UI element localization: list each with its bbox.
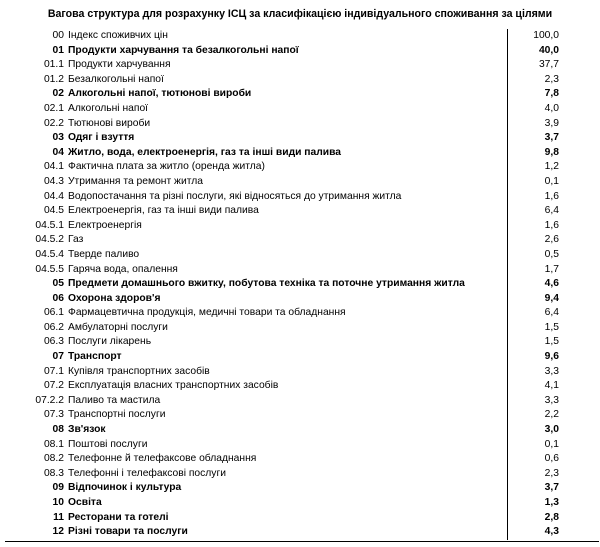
row-name: Транспортні послуги (68, 409, 166, 421)
row-name: Тверде паливо (68, 248, 140, 260)
table-row (5, 335, 599, 350)
row-code: 00 (52, 30, 64, 41)
row-value: 37,7 (538, 59, 559, 71)
row-code: 04.5.5 (35, 263, 64, 275)
row-code: 07.1 (43, 365, 64, 377)
row-code: 08 (52, 424, 64, 436)
row-name: Предмети домашнього вжитку, побутова техніка та поточне утримання житла (68, 278, 465, 290)
row-name: Амбулаторні послуги (68, 321, 168, 333)
row-code: 02.1 (43, 102, 64, 114)
row-value: 6,4 (544, 205, 559, 217)
row-code: 06 (52, 292, 64, 304)
row-name: Експлуатація власних транспортних засобів (68, 380, 279, 392)
table-row (5, 321, 599, 336)
row-code: 04.5 (43, 205, 64, 217)
row-value: 1,6 (544, 219, 559, 231)
bottom-rule (5, 541, 599, 542)
row-value: 1,5 (544, 321, 559, 333)
row-code: 09 (52, 482, 64, 494)
row-name: Транспорт (68, 351, 122, 363)
row-value: 3,3 (544, 365, 559, 377)
row-name: Освіта (68, 497, 102, 508)
table-row (5, 306, 599, 321)
row-name: Поштові послуги (68, 438, 148, 450)
row-code: 06.1 (43, 307, 64, 319)
table-row (5, 467, 599, 482)
row-code: 04.1 (43, 161, 64, 173)
table-row (5, 292, 599, 307)
table-row (5, 379, 599, 394)
table-row (5, 175, 599, 190)
table-row (5, 131, 599, 146)
row-name: Гаряча вода, опалення (68, 263, 178, 275)
row-code: 01 (52, 44, 64, 56)
row-value: 3,7 (544, 132, 559, 144)
row-name: Безалкогольні напої (68, 73, 164, 85)
row-name: Фармацевтична продукція, медичні товари та обладнання (68, 307, 346, 319)
table-row (5, 263, 599, 278)
row-name: Алкогольні напої (68, 102, 149, 114)
row-name: Одяг і взуття (68, 132, 135, 144)
row-name: Послуги лікарень (68, 336, 152, 348)
row-code: 06.2 (43, 321, 64, 333)
row-name: Охорона здоров'я (68, 292, 161, 304)
table-row (5, 481, 599, 496)
row-code: 06.3 (43, 336, 64, 348)
row-name: Алкогольні напої, тютюнові вироби (68, 88, 252, 100)
row-name: Індекс споживчих цін (68, 30, 168, 41)
row-value: 0,5 (544, 248, 559, 260)
row-name: Паливо та мастила (68, 394, 161, 406)
row-value: 1,5 (544, 336, 559, 348)
row-code: 11 (53, 511, 64, 523)
table-row (5, 219, 599, 234)
row-value: 1,2 (544, 161, 559, 173)
row-value: 4,6 (544, 278, 559, 290)
row-value: 3,3 (544, 394, 559, 406)
table-row (5, 44, 599, 59)
table-row (5, 438, 599, 453)
row-value: 0,1 (544, 438, 559, 450)
row-name: Купівля транспортних засобів (68, 365, 210, 377)
table-row (5, 190, 599, 205)
row-code: 07.2.2 (35, 394, 64, 406)
row-value: 4,3 (544, 526, 559, 538)
row-value: 2,6 (544, 234, 559, 246)
row-name: Житло, вода, електроенергія, газ та інші види палива (68, 146, 342, 158)
row-value: 0,1 (544, 175, 559, 187)
row-value: 4,0 (544, 102, 559, 114)
row-value: 1,6 (544, 190, 559, 202)
table-row (5, 87, 599, 102)
row-value: 9,4 (544, 292, 559, 304)
row-name: Електроенергія (68, 219, 142, 231)
row-code: 04.5.1 (35, 219, 64, 231)
table-row (5, 423, 599, 438)
row-code: 03 (52, 132, 64, 144)
table-row (5, 29, 599, 44)
row-name: Відпочинок і культура (68, 482, 182, 494)
row-name: Різні товари та послуги (68, 526, 188, 538)
row-value: 2,8 (544, 511, 559, 523)
row-code: 04.3 (43, 175, 64, 187)
row-code: 07 (52, 351, 64, 363)
row-value: 1,7 (544, 263, 559, 275)
table-row (5, 496, 599, 511)
row-code: 04 (52, 146, 64, 158)
row-name: Телефонне й телефаксове обладнання (68, 453, 257, 465)
row-value: 0,6 (544, 453, 559, 465)
row-code: 01.2 (43, 73, 64, 85)
row-value: 4,1 (544, 380, 559, 392)
table-row (5, 277, 599, 292)
table-row (5, 452, 599, 467)
row-code: 08.1 (43, 438, 64, 450)
row-code: 07.2 (43, 380, 64, 392)
row-name: Водопостачання та різні послуги, які відносяться до утримання житла (68, 190, 402, 202)
table-row (5, 525, 599, 540)
table-title: Вагова структура для розрахунку ІСЦ за класифікацією індивідуального споживання за цілями (47, 8, 553, 20)
table-row (5, 146, 599, 161)
row-value: 2,3 (544, 467, 559, 479)
row-name: Продукти харчування (68, 59, 171, 71)
table-row (5, 58, 599, 73)
table-row (5, 204, 599, 219)
row-name: Ресторани та готелі (68, 511, 169, 523)
row-name: Газ (68, 234, 84, 246)
row-name: Зв'язок (68, 424, 106, 436)
row-value: 1,3 (544, 497, 559, 508)
row-code: 01.1 (43, 59, 64, 71)
row-value: 2,2 (544, 409, 559, 421)
row-value: 6,4 (544, 307, 559, 319)
table-row (5, 73, 599, 88)
table-row (5, 365, 599, 380)
row-code: 04.5.2 (35, 234, 64, 246)
row-code: 02 (52, 88, 64, 100)
row-code: 04.5.4 (35, 248, 64, 260)
row-value: 3,0 (544, 424, 559, 436)
table-row (5, 102, 599, 117)
table-row (5, 160, 599, 175)
table-row (5, 350, 599, 365)
table-row (5, 233, 599, 248)
row-value: 9,8 (544, 146, 559, 158)
row-value: 7,8 (544, 88, 559, 100)
table-row (5, 408, 599, 423)
row-value: 100,0 (533, 30, 559, 41)
row-name: Фактична плата за житло (оренда житла) (68, 161, 265, 173)
table-row (5, 511, 599, 526)
table-row (5, 248, 599, 263)
table-row (5, 117, 599, 132)
row-value: 2,3 (544, 73, 559, 85)
column-divider (507, 29, 508, 540)
row-code: 02.2 (43, 117, 64, 129)
row-value: 3,9 (544, 117, 559, 129)
row-code: 12 (52, 526, 64, 538)
row-code: 05 (52, 278, 64, 290)
row-name: Продукти харчування та безалкогольні напої (68, 44, 299, 56)
row-code: 08.2 (43, 453, 64, 465)
row-name: Електроенергія, газ та інші види палива (68, 205, 259, 217)
row-name: Тютюнові вироби (68, 117, 151, 129)
row-name: Утримання та ремонт житла (68, 175, 203, 187)
row-code: 07.3 (43, 409, 64, 421)
row-code: 10 (52, 497, 64, 508)
row-value: 3,7 (544, 482, 559, 494)
weight-structure-table (5, 29, 599, 540)
table-row (5, 394, 599, 409)
row-code: 04.4 (43, 190, 64, 202)
row-value: 40,0 (538, 44, 559, 56)
row-name: Телефонні і телефаксові послуги (68, 467, 226, 479)
row-value: 9,6 (544, 351, 559, 363)
row-code: 08.3 (43, 467, 64, 479)
